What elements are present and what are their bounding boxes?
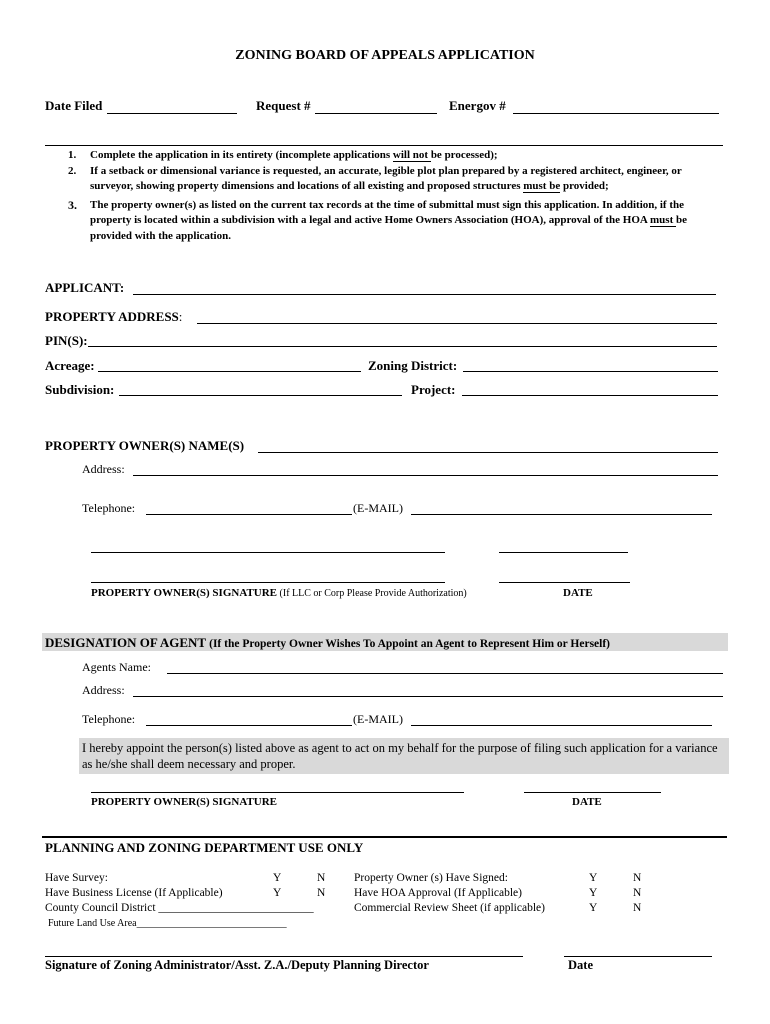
owner-signature-label	[91, 587, 467, 599]
no-option[interactable]: N	[317, 887, 326, 899]
owner-telephone-field[interactable]	[146, 514, 352, 515]
dept-row-commercial-review: Commercial Review Sheet (if applicable)	[354, 902, 545, 914]
energov-field[interactable]	[513, 113, 719, 114]
acreage-label: Acreage:	[45, 358, 95, 373]
zoning-district-label: Zoning District:	[368, 358, 458, 373]
agent-name-field[interactable]	[167, 673, 723, 674]
instruction-number: 3.	[68, 197, 77, 212]
zoning-district-field[interactable]	[463, 371, 718, 372]
owner-date-line-2[interactable]	[499, 582, 630, 583]
owner-signature-line-2[interactable]	[91, 582, 445, 583]
instruction-text: be provided with the application.	[90, 214, 687, 242]
yes-option[interactable]: Y	[273, 872, 282, 884]
instruction-text: If a setback or dimensional variance is requested, an accurate, legible plot plan prepared by a registered architect, engineer, or surveyor, showing property dimensions and locations of all existing and proposed structures	[90, 164, 682, 192]
owner-names-label: PROPERTY OWNER(S) NAME(S)	[45, 438, 245, 453]
subdivision-label: Subdivision:	[45, 382, 115, 397]
za-date-label: Date	[568, 958, 593, 972]
applicant-field[interactable]	[133, 294, 716, 295]
dept-row-business-license: Have Business License (If Applicable)	[45, 887, 223, 899]
yes-option[interactable]: Y	[589, 872, 598, 884]
agent-email-label: (E-MAIL)	[353, 712, 403, 726]
header-divider	[45, 145, 723, 146]
dept-right-column	[354, 871, 545, 916]
request-label: Request #	[256, 98, 311, 113]
subdivision-field[interactable]	[119, 395, 402, 396]
date-filed-label: Date Filed	[45, 98, 103, 113]
za-signature-label: Signature of Zoning Administrator/Asst. Z.A./Deputy Planning Director	[45, 958, 429, 972]
owner-email-label: (E-MAIL)	[353, 501, 403, 515]
page-title: ZONING BOARD OF APPEALS APPLICATION	[235, 48, 535, 63]
no-option[interactable]: N	[633, 872, 642, 884]
instruction-emphasis: must	[650, 214, 676, 226]
agent-heading-text: DESIGNATION OF AGENT	[45, 635, 206, 650]
owner-signature-note: (If LLC or Corp Please Provide Authorization)	[279, 588, 467, 599]
agent-heading	[45, 635, 610, 651]
owner-date-label: DATE	[563, 587, 593, 599]
instruction-number: 1.	[68, 149, 77, 161]
no-option[interactable]: N	[633, 887, 642, 899]
agent-address-label: Address:	[82, 683, 125, 697]
agent-owner-signature-line[interactable]	[91, 792, 464, 793]
property-address-label: PROPERTY ADDRESS:	[45, 309, 183, 324]
dept-divider	[42, 836, 727, 838]
property-address-text: PROPERTY ADDRESS	[45, 309, 179, 324]
agent-address-field[interactable]	[133, 696, 723, 697]
owner-email-field[interactable]	[411, 514, 712, 515]
dept-left-no	[317, 871, 325, 901]
agent-date-line[interactable]	[524, 792, 661, 793]
property-address-field[interactable]	[197, 323, 717, 324]
owner-signature-line-1[interactable]	[91, 552, 445, 553]
instruction-text: be processed);	[430, 149, 498, 161]
instruction-text: Complete the application in its entirety (incomplete applications	[90, 149, 393, 161]
owner-address-field[interactable]	[133, 475, 718, 476]
yes-option[interactable]: Y	[273, 887, 282, 899]
agent-email-field[interactable]	[411, 725, 712, 726]
project-label: Project:	[411, 382, 456, 397]
dept-row-owner-signed: Property Owner (s) Have Signed:	[354, 872, 508, 884]
no-option[interactable]: N	[317, 872, 326, 884]
instruction-item	[68, 164, 710, 195]
instructions	[68, 148, 710, 244]
yes-option[interactable]: Y	[589, 902, 598, 914]
instruction-emphasis: must be	[523, 180, 561, 192]
agent-telephone-label: Telephone:	[82, 712, 136, 726]
owner-names-field[interactable]	[258, 452, 718, 453]
instruction-item	[68, 197, 710, 245]
owner-address-label: Address:	[82, 462, 125, 476]
owner-telephone-label: Telephone:	[82, 501, 136, 515]
instruction-text: provided;	[560, 180, 609, 192]
owner-signature-text: PROPERTY OWNER(S) SIGNATURE	[91, 587, 278, 599]
date-filed-field[interactable]	[107, 113, 237, 114]
agent-heading-note: (If the Property Owner Wishes To Appoint an Agent to Represent Him or Herself)	[209, 638, 611, 650]
instruction-emphasis: will not	[392, 149, 431, 161]
dept-row-council-district: County Council District ___________________________	[45, 902, 314, 914]
dept-row-hoa-approval: Have HOA Approval (If Applicable)	[354, 887, 522, 899]
project-field[interactable]	[462, 395, 718, 396]
yes-option[interactable]: Y	[589, 887, 598, 899]
instruction-item	[68, 148, 710, 164]
agent-date-label: DATE	[572, 796, 602, 808]
energov-label: Energov #	[449, 98, 506, 113]
agent-name-label: Agents Name:	[82, 660, 151, 674]
dept-row-future-land-use: Future Land Use Area______________________________	[48, 918, 287, 929]
applicant-label: APPLICANT:	[45, 280, 125, 295]
dept-row-survey: Have Survey:	[45, 872, 108, 884]
instruction-number: 2.	[68, 164, 77, 177]
instruction-text: The property owner(s) as listed on the current tax records at the time of submittal must sign this application. In addition, if the property is located within a subdivision with a legal and active Home Owners Association (HOA), approval of the HOA	[90, 198, 684, 226]
pins-label: PIN(S):	[45, 333, 88, 348]
za-date-line[interactable]	[564, 956, 712, 957]
appointment-text: I hereby appoint the person(s) listed above as agent to act on my behalf for the purpose of filing such application for a variance as he/she shall deem necessary and proper.	[82, 741, 718, 771]
dept-left-yes	[273, 871, 281, 901]
no-option[interactable]: N	[633, 902, 642, 914]
za-signature-line[interactable]	[45, 956, 523, 957]
dept-right-no	[633, 871, 641, 916]
agent-telephone-field[interactable]	[146, 725, 352, 726]
acreage-field[interactable]	[98, 371, 361, 372]
dept-right-yes	[589, 871, 597, 916]
agent-owner-signature-label: PROPERTY OWNER(S) SIGNATURE	[91, 796, 278, 808]
pins-field[interactable]	[88, 346, 717, 347]
owner-date-line-1[interactable]	[499, 552, 628, 553]
request-field[interactable]	[315, 113, 437, 114]
dept-heading: PLANNING AND ZONING DEPARTMENT USE ONLY	[45, 840, 364, 855]
